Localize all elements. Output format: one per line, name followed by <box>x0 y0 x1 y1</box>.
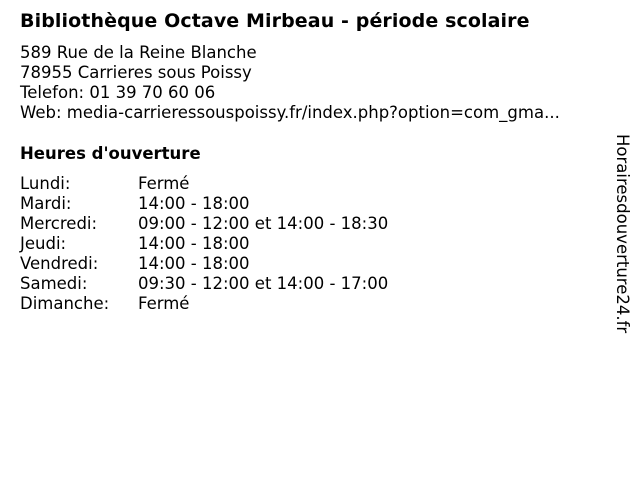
day-label: Lundi: <box>20 174 71 193</box>
address-block <box>20 43 560 123</box>
opening-hours-heading: Heures d'ouverture <box>20 144 201 163</box>
day-label: Dimanche: <box>20 294 110 313</box>
city-address: 78955 Carrieres sous Poissy <box>20 63 252 82</box>
time-value: 14:00 - 18:00 <box>138 254 250 273</box>
day-label: Mercredi: <box>20 214 98 233</box>
day-label: Samedi: <box>20 274 88 293</box>
watermark-text: Horairesdouverture24.fr <box>613 134 632 334</box>
street-address: 589 Rue de la Reine Blanche <box>20 43 257 62</box>
time-value: 09:00 - 12:00 et 14:00 - 18:30 <box>138 214 389 233</box>
time-value: Fermé <box>138 294 190 313</box>
time-value: 09:30 - 12:00 et 14:00 - 17:00 <box>138 274 389 293</box>
time-value: 14:00 - 18:00 <box>138 234 250 253</box>
website-link: Web: media-carrieressouspoissy.fr/index.php?option=com_gma... <box>20 103 560 122</box>
phone-number: Telefon: 01 39 70 60 06 <box>20 83 216 102</box>
day-label: Jeudi: <box>20 234 67 253</box>
day-label: Mardi: <box>20 194 72 213</box>
time-value: Fermé <box>138 174 190 193</box>
watermark <box>612 134 632 374</box>
day-label: Vendredi: <box>20 254 99 273</box>
page-title: Bibliothèque Octave Mirbeau - période scolaire <box>20 10 530 32</box>
time-value: 14:00 - 18:00 <box>138 194 250 213</box>
